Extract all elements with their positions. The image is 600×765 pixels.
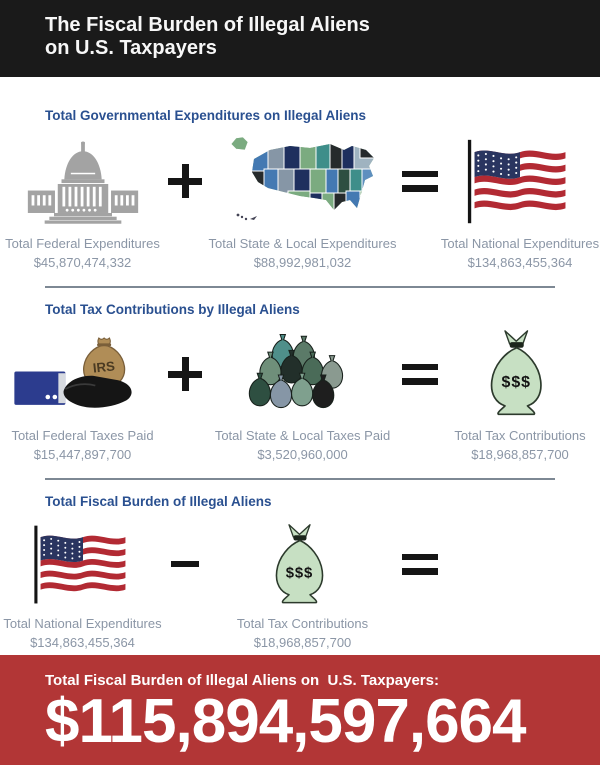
item-label: Total Federal Taxes Paid — [11, 428, 154, 443]
federal-expenditures-item — [0, 135, 165, 271]
section-heading-fiscal-burden: Total Fiscal Burden of Illegal Aliens — [45, 494, 272, 509]
us-flag-icon — [29, 523, 137, 607]
tax-contributions-item — [205, 521, 400, 651]
total-tax-contributions-item — [440, 329, 600, 463]
dollar-moneybag-icon — [480, 329, 560, 419]
item-amount: $3,520,960,000 — [257, 447, 348, 462]
item-amount: $18,968,857,700 — [253, 635, 352, 650]
national-expenditures-item — [0, 521, 165, 651]
footer-label: Total Fiscal Burden of Illegal Aliens on U.S. Taxpayers: — [45, 672, 439, 689]
header — [0, 0, 600, 77]
state-local-taxes-item — [205, 329, 400, 463]
footer-total-amount: $115,894,597,664 — [45, 687, 526, 756]
minus-icon — [171, 561, 199, 568]
expenditures-equation-row — [0, 135, 600, 271]
item-label: Total National Expenditures — [440, 236, 600, 251]
item-amount: $88,992,981,032 — [253, 255, 352, 270]
section-divider — [45, 286, 555, 288]
item-amount: $18,968,857,700 — [471, 447, 569, 462]
us-map-icon — [228, 135, 378, 227]
section-heading-expenditures: Total Governmental Expenditures on Illegal Aliens — [45, 108, 367, 123]
footer-result-banner — [0, 655, 600, 765]
moneybag-pile-icon — [240, 331, 366, 419]
fiscal-burden-equation-row — [0, 521, 600, 651]
equals-icon — [402, 364, 438, 385]
plus-icon — [168, 357, 202, 391]
section-divider — [45, 478, 555, 480]
item-amount: $134,863,455,364 — [30, 635, 135, 650]
item-label: Total State & Local Taxes Paid — [214, 428, 391, 443]
item-label: Total National Expenditures — [3, 616, 162, 631]
item-amount: $45,870,474,332 — [33, 255, 132, 270]
irs-moneybag-hand-icon — [7, 331, 159, 419]
item-label: Total Tax Contributions — [236, 616, 369, 631]
us-flag-icon — [463, 137, 577, 227]
tax-contributions-equation-row — [0, 329, 600, 463]
dollar-moneybag-icon — [266, 523, 340, 607]
section-heading-tax-contributions: Total Tax Contributions by Illegal Aliens — [45, 302, 300, 317]
equals-icon — [402, 171, 438, 192]
page-title-line1: The Fiscal Burden of Illegal Aliens — [45, 14, 370, 36]
national-expenditures-item — [440, 135, 600, 271]
item-amount: $15,447,897,700 — [33, 447, 132, 462]
item-amount: $134,863,455,364 — [467, 255, 573, 270]
item-label: Total Federal Expenditures — [5, 236, 160, 251]
capitol-icon — [22, 141, 144, 227]
federal-taxes-item — [0, 329, 165, 463]
equals-icon — [402, 554, 438, 575]
state-local-expenditures-item — [205, 135, 400, 271]
item-label: Total State & Local Expenditures — [208, 236, 397, 251]
item-label: Total Tax Contributions — [454, 428, 586, 443]
plus-icon — [168, 164, 202, 198]
page-title-line2: on U.S. Taxpayers — [45, 37, 217, 59]
